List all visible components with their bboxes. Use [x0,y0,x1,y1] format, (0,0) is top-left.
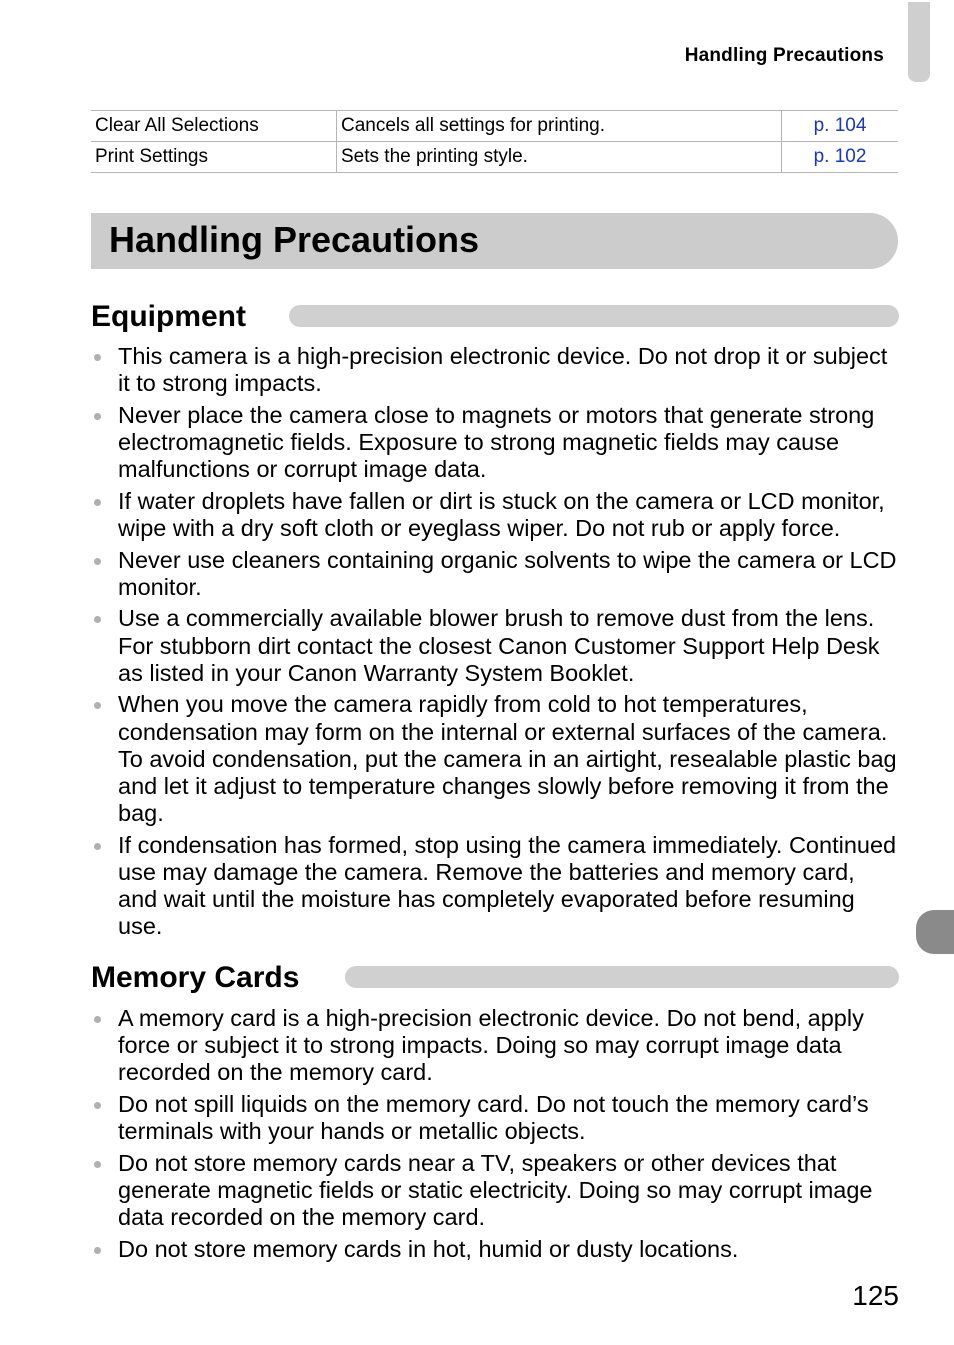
page-number: 125 [852,1280,899,1311]
list-item: Never place the camera close to magnets or motors that generate strong electromagnetic fields. Exposure to strong magnetic fields may cause malfunctions or corrupt image data. [91,402,899,484]
list-item: Use a commercially available blower brush to remove dust from the lens. For stubborn dirt contact the closest Canon Customer Support Help Desk as listed in your Canon Warranty System Booklet. [91,605,899,687]
list-item: Never use cleaners containing organic solvents to wipe the camera or LCD monitor. [91,547,899,601]
list-item: Do not store memory cards in hot, humid or dusty locations. [91,1236,899,1263]
chapter-edge-tab [916,910,954,954]
list-item: When you move the camera rapidly from cold to hot temperatures, condensation may form on the internal or external surfaces of the camera. To avoid condensation, put the camera in an airtight, resealable plastic bag and let it adjust to temperature changes slowly before removing it from the bag. [91,691,899,827]
list-item: Do not store memory cards near a TV, speakers or other devices that generate magnetic fields or static electricity. Doing so may corrupt image data recorded on the memory card. [91,1150,899,1232]
section-title: Memory Cards [91,961,321,995]
section-rule [345,966,899,988]
table-cell-item: Print Settings [91,142,337,173]
list-item: This camera is a high-precision electronic device. Do not drop it or subject it to strong impacts. [91,343,899,397]
edge-tab-top [908,2,930,82]
page-title-band [91,213,898,269]
equipment-list [91,343,899,945]
table-cell-description: Cancels all settings for printing. [337,111,782,142]
page-link[interactable]: p. 104 [782,111,899,142]
list-item: Do not spill liquids on the memory card. Do not touch the memory card’s terminals with your hands or metallic objects. [91,1091,899,1145]
reference-table [91,110,898,173]
section-title: Equipment [91,300,268,334]
list-item: If water droplets have fallen or dirt is stuck on the camera or LCD monitor, wipe with a dry soft cloth or eyeglass wiper. Do not rub or apply force. [91,488,899,542]
table-cell-description: Sets the printing style. [337,142,782,173]
table-cell-item: Clear All Selections [91,111,337,142]
section-heading-memory-cards [91,961,899,997]
section-heading-equipment [91,300,899,336]
table-row [91,111,898,142]
page-link[interactable]: p. 102 [782,142,899,173]
section-rule [289,305,899,327]
memory-cards-list [91,1005,899,1267]
running-head: Handling Precautions [684,45,884,66]
table-row [91,142,898,173]
page-title: Handling Precautions [109,219,480,260]
list-item: A memory card is a high-precision electronic device. Do not bend, apply force or subject it to strong impacts. Doing so may corrupt image data recorded on the memory card. [91,1005,899,1087]
list-item: If condensation has formed, stop using the camera immediately. Continued use may damage the camera. Remove the batteries and memory card, and wait until the moisture has completely evaporated before resuming use. [91,832,899,941]
